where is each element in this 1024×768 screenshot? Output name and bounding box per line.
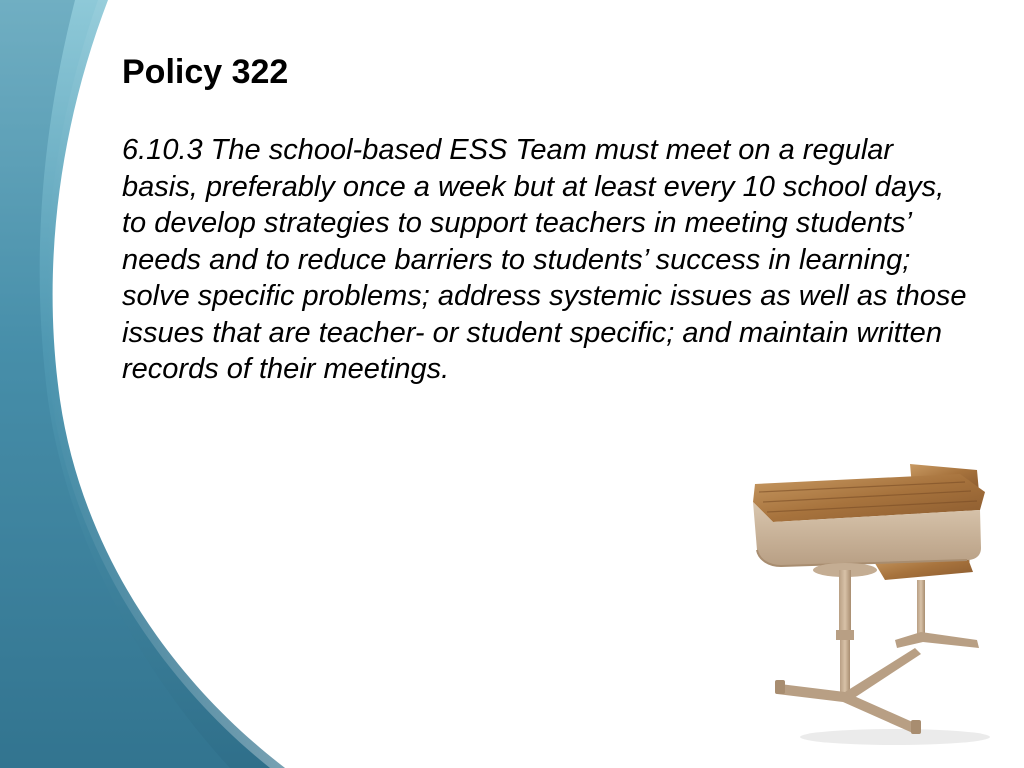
policy-text: 6.10.3 The school-based ESS Team must meet on a regular basis, preferably once a week but at least every 10 school days, to develop strategies to support teachers in meeting students’ needs and to reduce barriers to students’ success in learning; solve specific problems; address systemic issues as well as those issues that are teacher- or student specific; and maintain written records of their meetings. [122,134,967,385]
slide-title: Policy 322 [122,53,289,91]
slide-content [122,50,972,388]
school-desk-icon [745,452,995,747]
